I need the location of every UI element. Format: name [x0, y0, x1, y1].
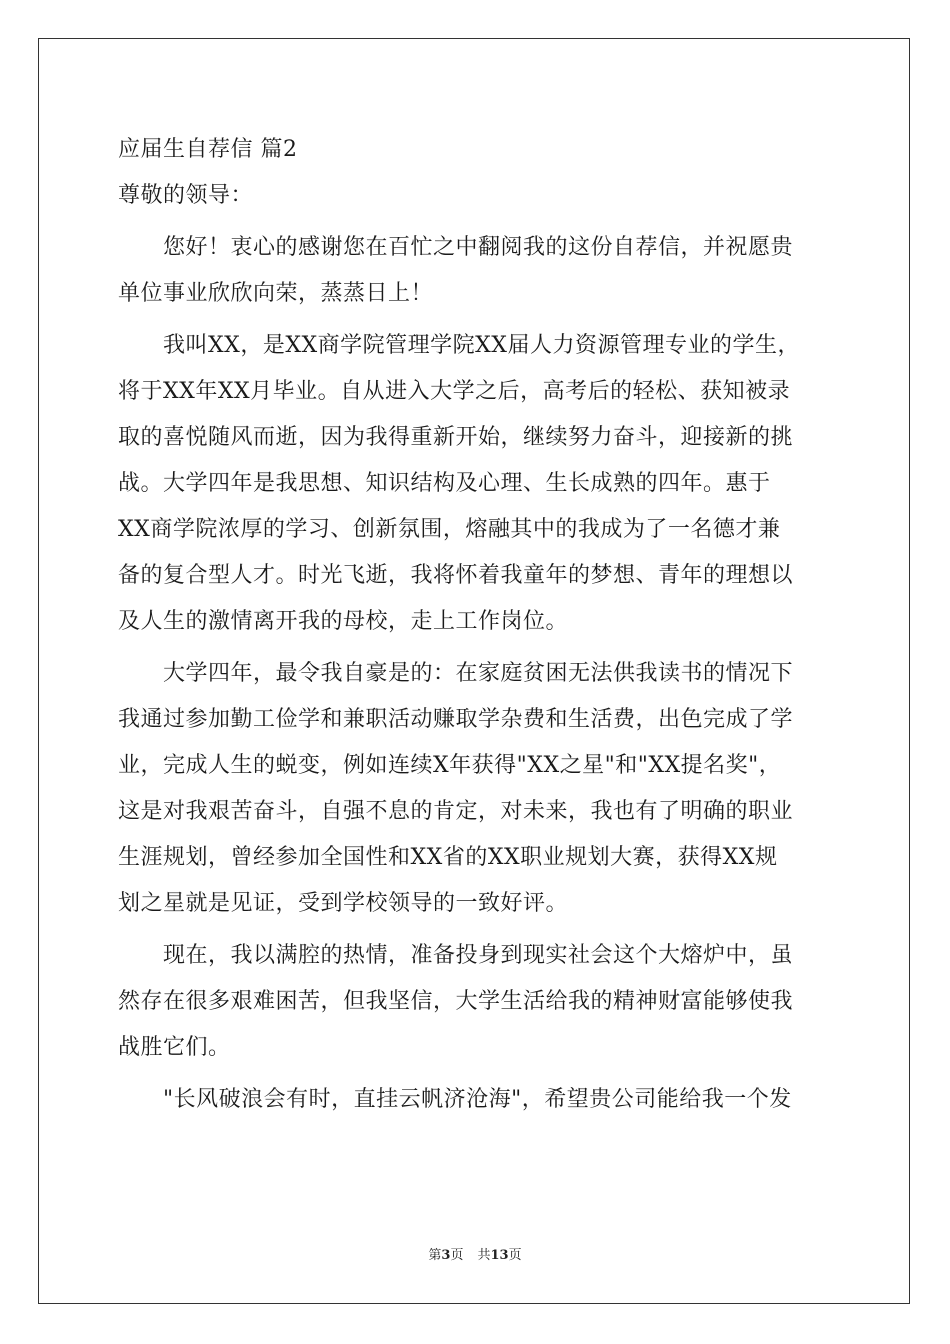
- document-title: 应届生自荐信 篇2: [118, 137, 298, 162]
- text-line: 业，完成人生的蜕变，例如连续X年获得"XX之星"和"XX提名奖"，: [118, 753, 782, 778]
- text-line: 战胜它们。: [118, 1035, 231, 1060]
- text-line: 我叫XX，是XX商学院管理学院XX届人力资源管理专业的学生，: [118, 333, 800, 358]
- page-prefix: 第: [428, 1248, 442, 1263]
- text-line: 大学四年，最令我自豪是的：在家庭贫困无法供我读书的情况下: [118, 661, 794, 686]
- text-line: 这是对我艰苦奋斗，自强不息的肯定，对未来，我也有了明确的职业: [118, 799, 794, 824]
- text-line: 划之星就是见证，受到学校领导的一致好评。: [118, 891, 569, 916]
- text-line: 取的喜悦随风而逝，因为我得重新开始，继续努力奋斗，迎接新的挑: [118, 425, 794, 450]
- text-line: 现在，我以满腔的热情，准备投身到现实社会这个大熔炉中，虽: [118, 943, 794, 968]
- page-unit: 页: [450, 1248, 464, 1263]
- text-line: 战。大学四年是我思想、知识结构及心理、生长成熟的四年。惠于: [118, 471, 771, 496]
- page-total: 13: [490, 1248, 509, 1263]
- document-body: [118, 127, 834, 1123]
- page-footer: [0, 1247, 950, 1265]
- text-line: 将于XX年XX月毕业。自从进入大学之后，高考后的轻松、获知被录: [118, 379, 791, 404]
- text-line: 您好！衷心的感谢您在百忙之中翻阅我的这份自荐信，并祝愿贵: [118, 235, 794, 260]
- text-line: "长风破浪会有时，直挂云帆济沧海"，希望贵公司能给我一个发: [118, 1087, 792, 1112]
- total-unit: 页: [508, 1248, 522, 1263]
- salutation: 尊敬的领导：: [118, 183, 254, 208]
- text-line: 单位事业欣欣向荣，蒸蒸日上！: [118, 281, 434, 306]
- text-line: 生涯规划，曾经参加全国性和XX省的XX职业规划大赛，获得XX规: [118, 845, 778, 870]
- page-current: 3: [441, 1248, 451, 1263]
- text-line: XX商学院浓厚的学习、创新氛围，熔融其中的我成为了一名德才兼: [118, 517, 781, 542]
- total-prefix: 共: [477, 1248, 491, 1263]
- text-line: 我通过参加勤工俭学和兼职活动赚取学杂费和生活费，出色完成了学: [118, 707, 794, 732]
- text-line: 及人生的激情离开我的母校，走上工作岗位。: [118, 609, 569, 634]
- text-line: 然存在很多艰难困苦，但我坚信，大学生活给我的精神财富能够使我: [118, 989, 794, 1014]
- text-line: 备的复合型人才。时光飞逝，我将怀着我童年的梦想、青年的理想以: [118, 563, 794, 588]
